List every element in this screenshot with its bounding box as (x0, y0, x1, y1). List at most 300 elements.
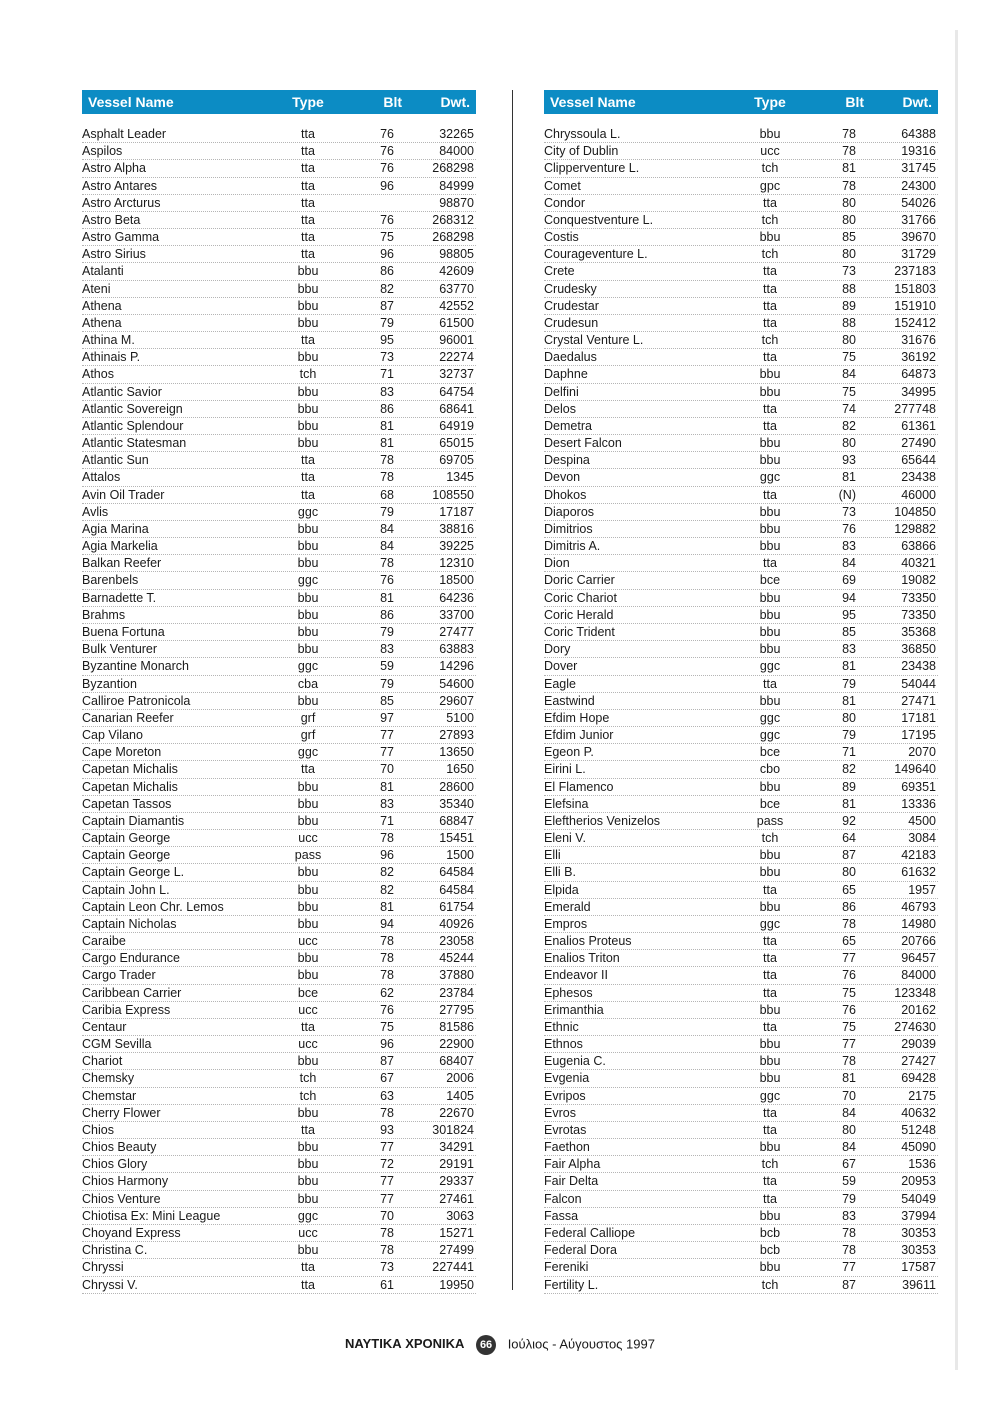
dwt-cell: 277748 (894, 401, 936, 416)
vessel-name-cell: Avin Oil Trader (82, 487, 165, 502)
built-year-cell: 80 (842, 1122, 856, 1137)
type-cell: bbu (297, 1105, 319, 1120)
table-row (544, 1156, 938, 1173)
vessel-name-cell: Eleftherios Venizelos (544, 813, 661, 828)
built-year-cell: 78 (380, 453, 394, 468)
issue-date: Ιούλιος - Αύγουστος 1997 (507, 1336, 655, 1352)
vessel-name-cell: Dimitris A. (544, 539, 601, 554)
table-row (544, 1105, 938, 1122)
vessel-name-cell: Capetan Michalis (82, 779, 178, 794)
dwt-cell: 20766 (901, 934, 936, 949)
dwt-cell: 63883 (439, 642, 474, 657)
built-year-cell: 75 (380, 230, 394, 245)
type-cell: bbu (759, 230, 781, 245)
type-cell: bbu (297, 1054, 319, 1069)
built-year-cell: 83 (380, 796, 394, 811)
built-year-cell: 89 (842, 779, 856, 794)
vessel-name-cell: Balkan Reefer (82, 556, 162, 571)
built-year-cell: 87 (380, 1054, 394, 1069)
vessel-name-cell: Atlantic Savior (82, 384, 162, 399)
vessel-name-cell: Byzantine Monarch (82, 659, 190, 674)
built-year-cell: 78 (842, 127, 856, 141)
dwt-cell: 19316 (901, 144, 936, 159)
table-row (82, 1122, 476, 1139)
vessel-name-cell: Atlantic Sun (82, 453, 149, 468)
built-year-cell: 73 (842, 264, 856, 279)
vessel-name-cell: Byzantion (82, 676, 137, 691)
type-cell: tta (763, 1191, 777, 1206)
built-year-cell: 63 (380, 1088, 394, 1103)
type-cell: bbu (297, 1174, 319, 1189)
built-year-cell: 76 (842, 1002, 856, 1017)
built-year-cell: 95 (842, 607, 856, 622)
built-year-cell: 81 (842, 659, 856, 674)
table-row (82, 401, 476, 418)
type-cell: tch (299, 1071, 317, 1086)
vessel-name-cell: Captain George L. (82, 865, 185, 880)
dwt-cell: 64584 (439, 865, 474, 880)
table-row (82, 487, 476, 504)
table-row (82, 229, 476, 246)
dwt-cell: 2006 (446, 1071, 474, 1086)
type-cell: bbu (297, 1157, 319, 1172)
type-cell: tch (761, 161, 779, 176)
dwt-cell: 20953 (901, 1174, 936, 1189)
vessel-name-cell: Enalios Proteus (544, 934, 632, 949)
vessel-name-cell: Federal Calliope (544, 1226, 636, 1240)
built-year-cell: 82 (842, 418, 856, 433)
table-row (544, 693, 938, 710)
built-year-cell: 84 (842, 1140, 856, 1155)
type-cell: bbu (297, 350, 319, 365)
type-cell: bbu (297, 796, 319, 811)
type-cell: bbu (297, 865, 319, 880)
table-row (82, 160, 476, 177)
dwt-cell: 268298 (432, 230, 474, 245)
built-year-cell: 78 (842, 1226, 856, 1240)
vessel-name-cell: City of Dublin (544, 144, 619, 159)
vessel-name-cell: Fassa (544, 1208, 579, 1223)
type-cell: tta (763, 315, 777, 330)
table-row (82, 1070, 476, 1087)
type-cell: ggc (297, 1208, 319, 1223)
table-row (544, 1070, 938, 1087)
type-cell: tch (761, 1277, 779, 1292)
built-year-cell: 67 (380, 1071, 394, 1086)
table-row (544, 263, 938, 280)
dwt-cell: 65644 (901, 453, 936, 468)
type-cell: tta (763, 882, 777, 897)
table-row (82, 469, 476, 486)
dwt-cell: 98870 (439, 195, 474, 210)
vessel-name-cell: Courageventure L. (544, 247, 648, 262)
vessel-name-cell: Chryssi V. (82, 1277, 138, 1292)
table-row (544, 933, 938, 950)
vessel-name-cell: Astro Sirius (82, 247, 146, 262)
built-year-cell: 78 (842, 178, 856, 193)
table-row (544, 710, 938, 727)
built-year-cell: 76 (380, 1002, 394, 1017)
vessel-name-cell: Fair Alpha (544, 1157, 601, 1172)
dwt-cell: 69428 (901, 1071, 936, 1086)
header-blt: Blt (383, 94, 402, 110)
dwt-cell: 84000 (439, 144, 474, 159)
built-year-cell: 79 (380, 315, 394, 330)
dwt-cell: 19082 (901, 573, 936, 588)
dwt-cell: 29191 (439, 1157, 474, 1172)
built-year-cell: 78 (380, 1105, 394, 1120)
dwt-cell: 17181 (901, 710, 936, 725)
built-year-cell: 78 (380, 1243, 394, 1258)
table-row (82, 727, 476, 744)
type-cell: bbu (759, 642, 781, 657)
dwt-cell: 1405 (446, 1088, 474, 1103)
type-cell: tta (763, 968, 777, 983)
vessel-name-cell: Fereniki (544, 1260, 589, 1275)
dwt-cell: 5100 (446, 710, 474, 725)
built-year-cell: 81 (380, 436, 394, 451)
vessel-name-cell: Chiotisa Ex: Mini League (82, 1208, 221, 1223)
type-cell: bbu (297, 315, 319, 330)
vessel-name-cell: Caribia Express (82, 1002, 171, 1017)
table-row (82, 246, 476, 263)
dwt-cell: 14296 (439, 659, 474, 674)
built-year-cell: 73 (380, 1260, 394, 1275)
vessel-name-cell: Efdim Junior (544, 728, 614, 743)
built-year-cell: 59 (842, 1174, 856, 1189)
vessel-name-cell: Caraibe (82, 934, 126, 949)
table-row (544, 521, 938, 538)
type-cell: ggc (759, 710, 781, 725)
vessel-name-cell: Evgenia (544, 1071, 590, 1086)
type-cell: bbu (297, 693, 319, 708)
dwt-cell: 68407 (439, 1054, 474, 1069)
type-cell: tta (301, 1260, 315, 1275)
vessel-name-cell: Chios Beauty (82, 1140, 157, 1155)
vessel-name-cell: Centaur (82, 1019, 127, 1034)
vessel-name-cell: Empros (544, 916, 588, 931)
built-year-cell: 65 (842, 934, 856, 949)
vessel-name-cell: Captain Nicholas (82, 916, 177, 931)
type-cell: tta (763, 298, 777, 313)
built-year-cell: 73 (380, 350, 394, 365)
vessel-name-cell: Demetra (544, 418, 592, 433)
type-cell: grf (300, 710, 316, 725)
dwt-cell: 61361 (901, 418, 936, 433)
type-cell: ucc (760, 144, 780, 159)
built-year-cell: 96 (380, 247, 394, 262)
dwt-cell: 13650 (439, 745, 474, 760)
table-row (82, 1259, 476, 1276)
built-year-cell: 78 (380, 934, 394, 949)
type-cell: bbu (759, 1208, 781, 1223)
dwt-cell: 63770 (439, 281, 474, 296)
dwt-cell: 45244 (439, 951, 474, 966)
table-row (82, 864, 476, 881)
built-year-cell: (N) (838, 487, 856, 502)
table-row (82, 847, 476, 864)
built-year-cell: 75 (380, 1019, 394, 1034)
dwt-cell: 73350 (901, 590, 936, 605)
dwt-cell: 27461 (439, 1191, 474, 1206)
type-cell: ggc (297, 745, 319, 760)
dwt-cell: 227441 (432, 1260, 474, 1275)
vessel-name-cell: Evrotas (544, 1122, 587, 1137)
table-row (82, 555, 476, 572)
dwt-cell: 42609 (439, 264, 474, 279)
dwt-cell: 31745 (901, 161, 936, 176)
built-year-cell: 77 (380, 1174, 394, 1189)
vessel-name-cell: Ethnos (544, 1037, 583, 1052)
type-cell: tch (761, 333, 779, 348)
dwt-cell: 27477 (439, 624, 474, 639)
vessel-name-cell: Delos (544, 401, 576, 416)
vessel-name-cell: Athina M. (82, 333, 135, 348)
dwt-cell: 151803 (894, 281, 936, 296)
vessel-name-cell: Dover (544, 659, 578, 674)
dwt-cell: 96001 (439, 333, 474, 348)
dwt-cell: 22900 (439, 1037, 474, 1052)
table-row (82, 967, 476, 984)
built-year-cell: 69 (842, 573, 856, 588)
type-cell: ggc (297, 573, 319, 588)
vessel-name-cell: Cargo Endurance (82, 951, 180, 966)
dwt-cell: 46793 (901, 899, 936, 914)
built-year-cell: 78 (380, 1226, 394, 1240)
dwt-cell: 27427 (901, 1054, 936, 1069)
dwt-cell: 27490 (901, 436, 936, 451)
vessel-name-cell: Doric Carrier (544, 573, 615, 588)
type-cell: tta (301, 212, 315, 227)
built-year-cell: 85 (842, 624, 856, 639)
vessel-name-cell: Chryssi (82, 1260, 124, 1275)
type-cell: tch (761, 247, 779, 262)
built-year-cell: 95 (380, 333, 394, 348)
table-row (544, 366, 938, 383)
vessel-name-cell: Canarian Reefer (82, 710, 174, 725)
dwt-cell: 35368 (901, 624, 936, 639)
vessel-name-cell: Cape Moreton (82, 745, 162, 760)
header-blt: Blt (845, 94, 864, 110)
table-row (82, 607, 476, 624)
table-row (82, 572, 476, 589)
vessel-name-cell: Agia Marina (82, 521, 149, 536)
table-row (82, 1173, 476, 1190)
dwt-cell: 61500 (439, 315, 474, 330)
dwt-cell: 39670 (901, 230, 936, 245)
table-row (544, 624, 938, 641)
vessel-name-cell: Ethnic (544, 1019, 579, 1034)
table-row (82, 521, 476, 538)
dwt-cell: 54026 (901, 195, 936, 210)
type-cell: tta (763, 350, 777, 365)
table-row (544, 950, 938, 967)
type-cell: tta (763, 1122, 777, 1137)
dwt-cell: 64236 (439, 590, 474, 605)
table-row (82, 418, 476, 435)
dwt-cell: 46000 (901, 487, 936, 502)
vessel-name-cell: Crystal Venture L. (544, 333, 644, 348)
built-year-cell: 64 (842, 831, 856, 846)
table-row (82, 676, 476, 693)
type-cell: bbu (297, 384, 319, 399)
type-cell: bbu (759, 899, 781, 914)
type-cell: bce (759, 573, 781, 588)
dwt-cell: 30353 (901, 1243, 936, 1258)
dwt-cell: 42183 (901, 848, 936, 863)
dwt-cell: 19950 (439, 1277, 474, 1292)
built-year-cell: 78 (842, 916, 856, 931)
built-year-cell: 68 (380, 487, 394, 502)
dwt-cell: 69351 (901, 779, 936, 794)
dwt-cell: 40321 (901, 556, 936, 571)
built-year-cell: 76 (380, 161, 394, 176)
type-cell: bbu (759, 624, 781, 639)
dwt-cell: 301824 (432, 1122, 474, 1137)
table-row (82, 435, 476, 452)
header-vessel-name: Vessel Name (550, 94, 636, 110)
type-cell: bbu (759, 1002, 781, 1017)
type-cell: bbu (759, 693, 781, 708)
column-divider (512, 90, 513, 1290)
table-row (82, 985, 476, 1002)
table-row (82, 950, 476, 967)
table-row (544, 195, 938, 212)
dwt-cell: 22274 (439, 350, 474, 365)
built-year-cell: 85 (380, 693, 394, 708)
vessel-name-cell: Aspilos (82, 144, 123, 159)
vessel-name-cell: Barnadette T. (82, 590, 157, 605)
built-year-cell: 83 (842, 539, 856, 554)
built-year-cell: 71 (380, 367, 394, 382)
dwt-cell: 2175 (908, 1088, 936, 1103)
type-cell: cba (297, 676, 319, 691)
dwt-cell: 1500 (446, 848, 474, 863)
table-row (544, 1139, 938, 1156)
type-cell: bbu (297, 521, 319, 536)
table-row (82, 1242, 476, 1259)
built-year-cell: 78 (380, 951, 394, 966)
built-year-cell: 75 (842, 985, 856, 1000)
type-cell: tta (301, 195, 315, 210)
built-year-cell: 77 (380, 745, 394, 760)
type-cell: bbu (297, 951, 319, 966)
vessel-name-cell: Desert Falcon (544, 436, 622, 451)
dwt-cell: 96457 (901, 951, 936, 966)
type-cell: bbu (759, 590, 781, 605)
built-year-cell: 81 (380, 899, 394, 914)
publication-name: ΝΑΥΤΙΚΑ ΧΡΟΝΙΚΑ (345, 1336, 465, 1352)
dwt-cell: 23058 (439, 934, 474, 949)
built-year-cell: 93 (842, 453, 856, 468)
type-cell: ggc (759, 916, 781, 931)
dwt-cell: 98805 (439, 247, 474, 262)
built-year-cell: 71 (842, 745, 856, 760)
dwt-cell: 39225 (439, 539, 474, 554)
type-cell: bbu (759, 384, 781, 399)
built-year-cell: 78 (380, 556, 394, 571)
built-year-cell: 86 (380, 264, 394, 279)
built-year-cell: 77 (842, 1260, 856, 1275)
dwt-cell: 108550 (432, 487, 474, 502)
type-cell: tta (301, 144, 315, 159)
table-row (544, 1242, 938, 1259)
table-body (82, 126, 476, 1294)
vessel-name-cell: Daphne (544, 367, 588, 382)
table-row (544, 761, 938, 778)
vessel-name-cell: Delfini (544, 384, 579, 399)
vessel-name-cell: Comet (544, 178, 581, 193)
built-year-cell: 87 (842, 848, 856, 863)
table-row (544, 1053, 938, 1070)
type-cell: tta (763, 934, 777, 949)
type-cell: tta (301, 453, 315, 468)
vessel-name-cell: Coric Herald (544, 607, 614, 622)
type-cell: tta (301, 161, 315, 176)
vessel-name-cell: Dimitrios (544, 521, 593, 536)
vessel-name-cell: Choyand Express (82, 1226, 181, 1240)
vessel-name-cell: Chios Harmony (82, 1174, 169, 1189)
table-row (544, 143, 938, 160)
built-year-cell: 80 (842, 865, 856, 880)
vessel-name-cell: Atalanti (82, 264, 124, 279)
dwt-cell: 64754 (439, 384, 474, 399)
built-year-cell: 82 (380, 281, 394, 296)
dwt-cell: 29337 (439, 1174, 474, 1189)
built-year-cell: 70 (380, 1208, 394, 1223)
dwt-cell: 27893 (439, 728, 474, 743)
built-year-cell: 81 (842, 1071, 856, 1086)
vessel-name-cell: Fertility L. (544, 1277, 599, 1292)
table-row (82, 1208, 476, 1225)
dwt-cell: 2070 (908, 745, 936, 760)
table-row (544, 384, 938, 401)
dwt-cell: 34291 (439, 1140, 474, 1155)
dwt-cell: 61632 (901, 865, 936, 880)
dwt-cell: 73350 (901, 607, 936, 622)
vessel-name-cell: Crudesun (544, 315, 599, 330)
vessel-name-cell: CGM Sevilla (82, 1037, 152, 1052)
type-cell: tta (763, 1019, 777, 1034)
table-row (544, 298, 938, 315)
built-year-cell: 80 (842, 333, 856, 348)
type-cell: bbu (297, 916, 319, 931)
table-row (82, 315, 476, 332)
type-cell: bbu (297, 1243, 319, 1258)
table-row (544, 1088, 938, 1105)
built-year-cell: 83 (380, 642, 394, 657)
vessel-name-cell: Evripos (544, 1088, 586, 1103)
type-cell: ucc (298, 1037, 318, 1052)
vessel-name-cell: Despina (544, 453, 590, 468)
type-cell: tta (763, 418, 777, 433)
vessel-name-cell: Calliroe Patronicola (82, 693, 191, 708)
vessel-name-cell: Elpida (544, 882, 579, 897)
dwt-cell: 64873 (901, 367, 936, 382)
dwt-cell: 15451 (439, 831, 474, 846)
built-year-cell: 83 (380, 384, 394, 399)
type-cell: tta (301, 1277, 315, 1292)
type-cell: bbu (759, 1054, 781, 1069)
vessel-name-cell: Astro Gamma (82, 230, 160, 245)
dwt-cell: 36850 (901, 642, 936, 657)
dwt-cell: 32265 (439, 127, 474, 141)
dwt-cell: 129882 (894, 521, 936, 536)
built-year-cell: 84 (842, 367, 856, 382)
table-row (544, 126, 938, 143)
built-year-cell: 78 (842, 144, 856, 159)
built-year-cell: 81 (842, 470, 856, 485)
